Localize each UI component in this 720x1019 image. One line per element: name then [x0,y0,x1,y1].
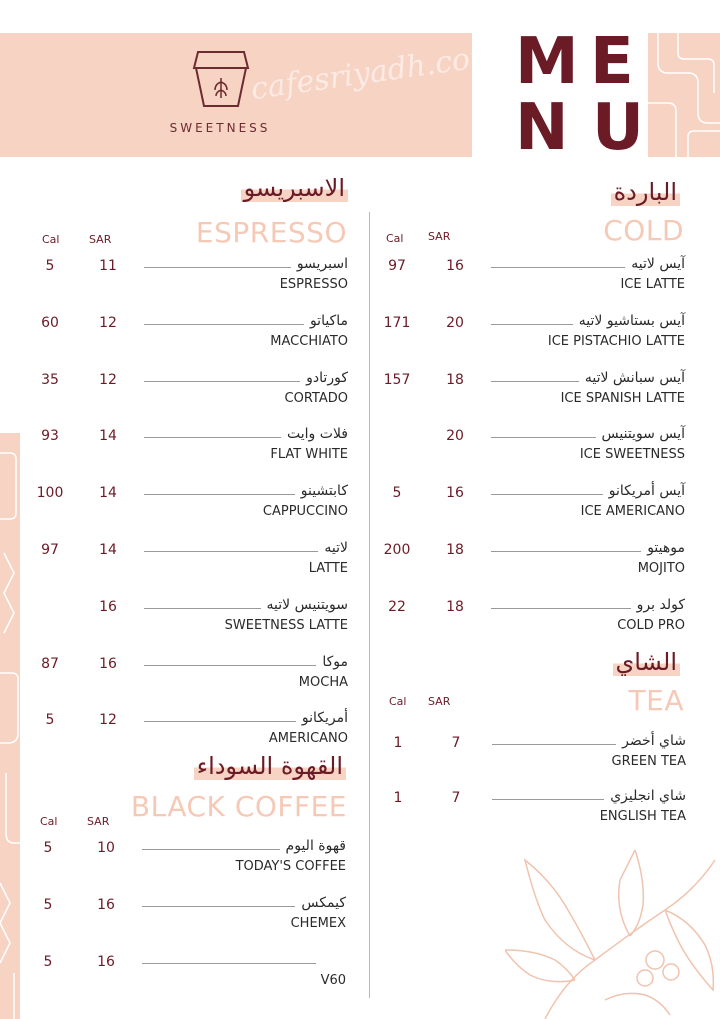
item-name-en: TODAY'S COFFEE [235,859,346,874]
leader-line [144,494,295,495]
item-name-ar: شاي أخضر [622,733,686,749]
item-name-en: ICE AMERICANO [580,504,685,520]
item-price: 14 [99,542,117,558]
header-pattern [648,33,720,157]
item-name-ar: ماكياتو [309,312,348,329]
menu-item [375,258,685,304]
item-name-ar: آيس أمريكانو [608,483,685,500]
item-name-en: COLD PRO [617,617,685,633]
item-name-ar: آيس سبانش لاتيه [584,369,685,386]
column-divider [369,212,370,998]
section-title-en: COLD [603,214,684,247]
menu-item [28,312,348,361]
cal-header: Cal [389,695,407,708]
leader-line [491,381,579,382]
item-name-en: CORTADO [284,390,348,406]
item-calories: 22 [388,598,406,615]
item-calories: 171 [383,314,411,331]
watermark: cafesriyadh.com [248,37,501,108]
item-price: 16 [97,954,115,970]
coffee-branch-icon [505,850,720,1019]
item-name-ar: قهوة اليوم [285,838,346,854]
item-name-ar: لاتيه [324,540,348,556]
section-title-en: ESPRESSO [195,216,347,249]
section-title-ar: الباردة [611,178,680,206]
item-name-en: ENGLISH TEA [599,809,686,824]
leader-line [144,608,261,609]
item-calories: 93 [41,428,59,445]
item-price: 12 [99,712,117,729]
item-name-ar: كابتشينو [300,483,348,500]
item-price: 16 [99,598,117,615]
menu-item [375,596,685,645]
item-calories: 1 [393,790,403,806]
item-price: 14 [99,428,117,445]
item-name-en: ICE SWEETNESS [579,447,685,463]
menu-item [376,790,686,836]
item-calories: 5 [45,712,55,729]
item-name-en: MOCHA [298,674,348,690]
item-calories: 200 [383,542,411,558]
cal-header: Cal [386,232,404,245]
leader-line [144,381,300,382]
item-calories: 97 [41,542,59,558]
item-name-ar: أمريكانو [301,710,348,727]
menu-letter-e: E [590,25,634,99]
leader-line [142,963,316,964]
item-price: 7 [451,790,461,806]
leader-line [144,267,291,268]
leader-line [142,906,295,907]
leader-line [491,437,596,438]
item-name-ar: كولد برو [636,596,685,613]
menu-item [375,428,685,474]
item-name-ar: آيس بستاشيو لاتيه [578,312,685,329]
menu-letter-m: M [515,25,579,99]
item-name-ar: آيس لاتيه [631,256,685,272]
item-calories: 5 [43,954,53,970]
item-price: 7 [451,735,461,751]
item-name-en: GREEN TEA [611,754,686,769]
item-price: 18 [446,542,464,558]
leader-line [492,799,604,800]
item-price: 12 [99,314,117,331]
item-price: 16 [99,655,117,672]
menu-item [375,369,685,418]
cup-logo-icon [192,48,250,110]
leader-line [144,437,281,438]
item-price: 18 [446,598,464,615]
item-calories: 100 [36,485,64,502]
item-name-en: CHEMEX [290,916,346,931]
leader-line [144,721,296,722]
item-name-ar: شاي انجليزي [610,788,686,804]
menu-item [26,954,346,1000]
menu-item [28,369,348,418]
item-price: 14 [99,485,117,502]
item-calories: 60 [41,314,59,331]
section-title-ar: الاسبريسو [241,174,348,202]
item-calories: 5 [43,897,53,913]
item-price: 20 [446,428,464,445]
menu-item [28,653,348,702]
item-price: 16 [446,258,464,274]
cal-header: Cal [40,815,58,828]
item-price: 18 [446,371,464,388]
item-calories: 5 [45,258,55,274]
sar-header: SAR [428,230,451,243]
item-price: 12 [99,371,117,388]
leader-line [491,551,641,552]
menu-item [28,596,348,645]
item-name-en: LATTE [308,561,348,576]
item-calories: 157 [383,371,411,388]
menu-item [26,897,346,943]
leader-line [144,665,316,666]
item-name-ar: كيمكس [301,895,346,911]
item-calories: 1 [393,735,403,751]
menu-item [28,542,348,588]
item-price: 20 [446,314,464,331]
item-name-en: SWEETNESS LATTE [224,617,348,633]
menu-letter-n: N [515,91,569,165]
item-name-en: V60 [320,973,346,988]
menu-letter-u: U [592,91,644,165]
item-name-ar: آيس سويتنيس [601,426,685,443]
item-name-en: FLAT WHITE [270,447,348,463]
leader-line [491,267,625,268]
item-calories: 5 [392,485,402,502]
item-name-ar: فلات وايت [287,426,348,443]
item-calories: 87 [41,655,59,672]
item-calories: 97 [388,258,406,274]
leader-line [142,849,280,850]
menu-item [28,428,348,474]
leader-line [144,324,304,325]
item-name-en: MOJITO [637,561,685,576]
section-title-en: BLACK COFFEE [130,790,347,823]
leader-line [144,551,318,552]
item-name-en: ESPRESSO [279,277,348,292]
item-name-en: AMERICANO [268,731,348,747]
section-title-en: TEA [628,684,684,717]
menu-item [375,542,685,588]
pattern-graphic [648,33,720,157]
side-pattern [0,433,20,1019]
section-title-ar: الشاي [613,648,681,676]
item-calories: 5 [43,840,53,856]
item-name-en: CAPPUCCINO [262,504,348,520]
menu-item [26,840,346,886]
leader-line [491,608,631,609]
pattern-graphic [0,433,20,1019]
item-price: 16 [97,897,115,913]
section-title-ar: القهوة السوداء [194,752,346,780]
sar-header: SAR [87,815,110,828]
item-name-ar: سويتنيس لاتيه [266,596,348,613]
menu-item [28,485,348,531]
item-price: 11 [99,258,117,274]
sar-header: SAR [428,695,451,708]
brand-name: SWEETNESS [169,121,271,135]
item-name-en: MACCHIATO [270,333,348,349]
item-calories: 35 [41,371,59,388]
menu-item [28,258,348,304]
item-name-ar: موهيتو [647,540,685,556]
cal-header: Cal [42,233,60,246]
item-name-ar: كورتادو [306,369,348,386]
menu-item [375,485,685,531]
item-name-en: ICE PISTACHIO LATTE [547,333,685,349]
menu-item [376,735,686,781]
item-name-en: ICE LATTE [620,277,685,292]
leader-line [491,324,573,325]
leader-line [492,744,616,745]
item-name-ar: موكا [322,653,348,670]
menu-item [375,312,685,361]
item-price: 16 [446,485,464,502]
leader-line [491,494,603,495]
sar-header: SAR [89,233,112,246]
item-name-en: ICE SPANISH LATTE [560,390,685,406]
item-name-ar: اسبريسو [296,256,348,272]
item-price: 10 [97,840,115,856]
